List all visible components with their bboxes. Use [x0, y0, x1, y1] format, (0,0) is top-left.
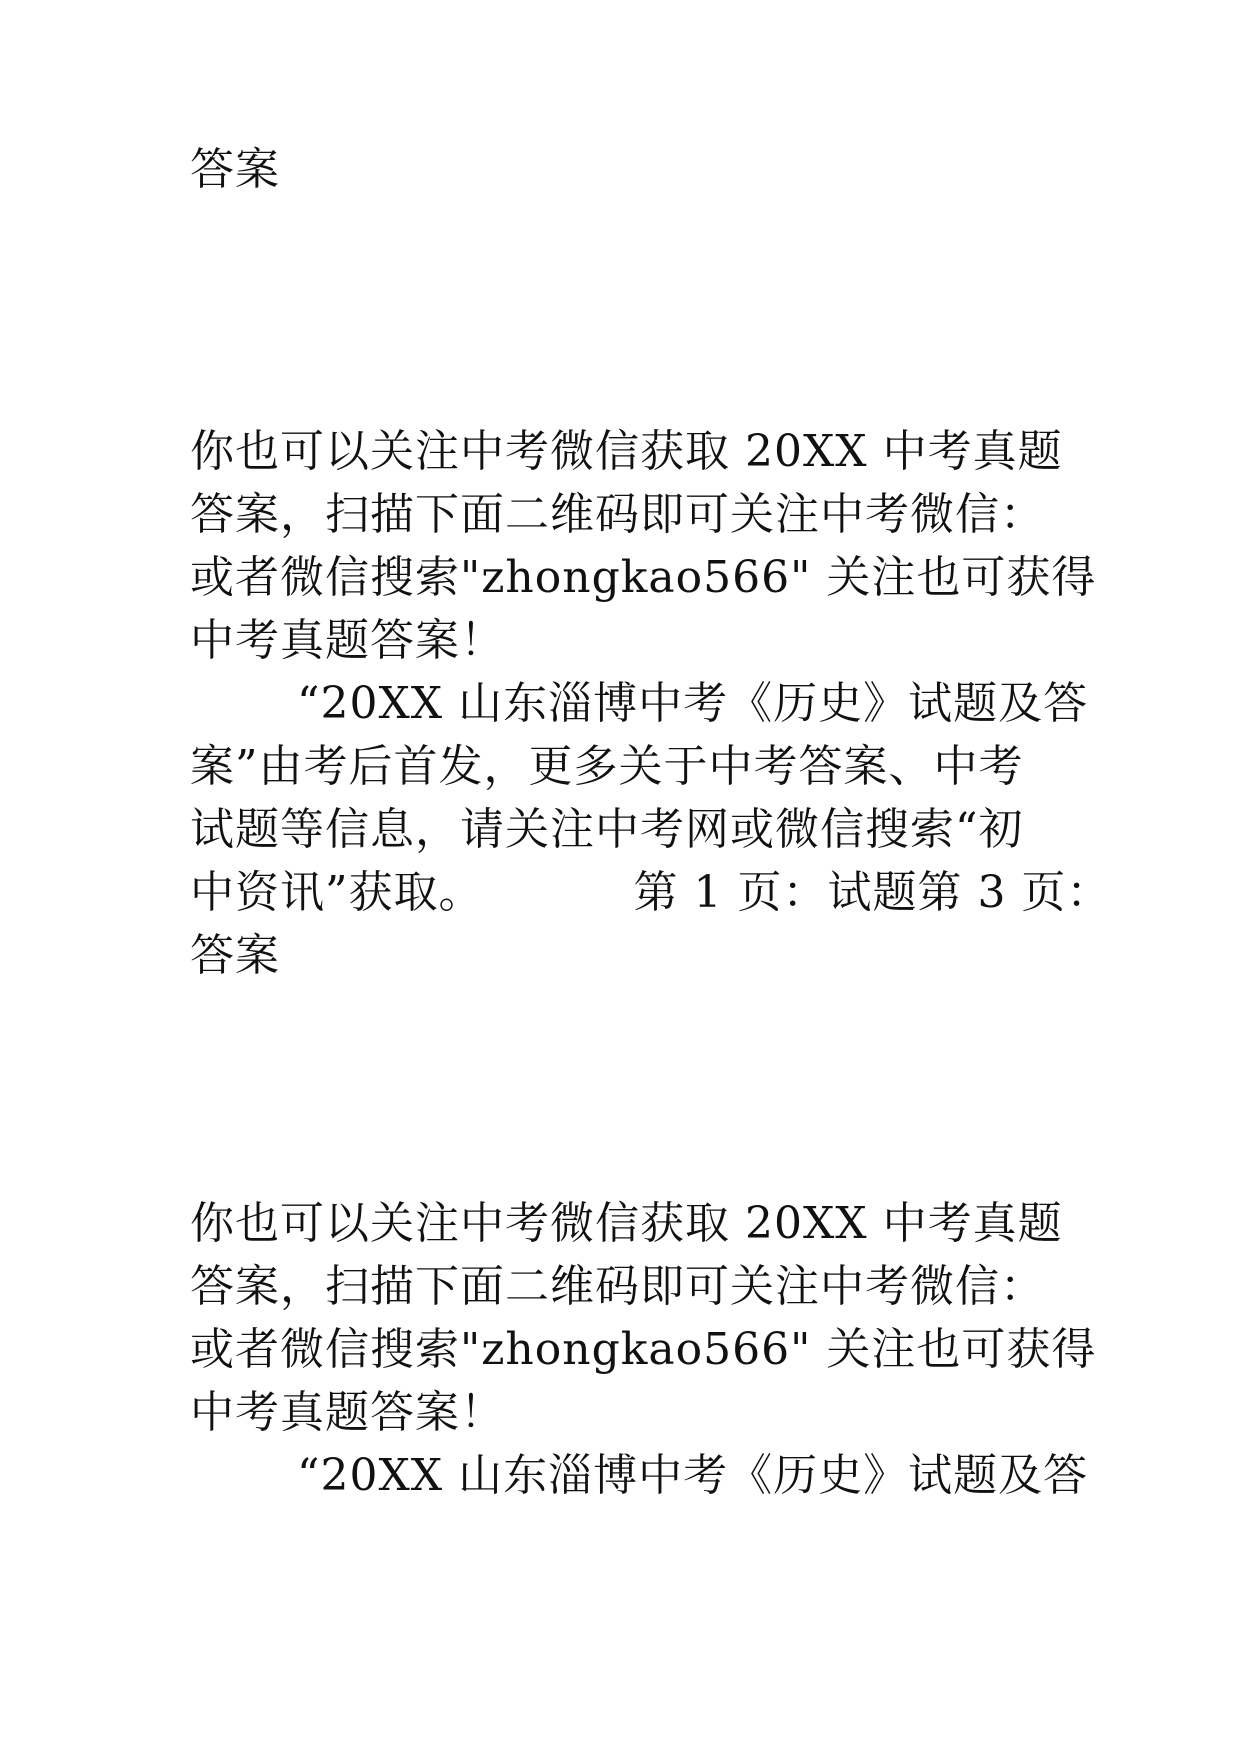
page-heading: 答案 [190, 144, 280, 195]
paragraph-line: “20XX 山东淄博中考《历史》试题及答 [297, 1450, 1089, 1501]
paragraph-line: 中考真题答案！ [190, 1387, 505, 1438]
page-navigation-text: 第 1 页：试题第 3 页： [633, 867, 1112, 918]
paragraph-line: 案”由考后首发，更多关于中考答案、中考 [190, 741, 1024, 792]
paragraph-line: 你也可以关注中考微信获取 20XX 中考真题 [190, 1198, 1063, 1249]
paragraph-line: 你也可以关注中考微信获取 20XX 中考真题 [190, 426, 1063, 477]
closing-text: 中资讯”获取。 [190, 867, 484, 918]
paragraph-line: 答案，扫描下面二维码即可关注中考微信： [190, 1261, 1045, 1312]
paragraph-line [190, 861, 1111, 925]
paragraph-line: 或者微信搜索"zhongkao566" 关注也可获得 [190, 1324, 1097, 1375]
answer-label: 答案 [190, 930, 280, 981]
paragraph-line: 中考真题答案！ [190, 615, 505, 666]
paragraph-line: “20XX 山东淄博中考《历史》试题及答 [297, 678, 1089, 729]
paragraph-line: 试题等信息，请关注中考网或微信搜索“初 [190, 804, 1024, 855]
paragraph-line: 答案，扫描下面二维码即可关注中考微信： [190, 489, 1045, 540]
paragraph-line: 或者微信搜索"zhongkao566" 关注也可获得 [190, 552, 1097, 603]
